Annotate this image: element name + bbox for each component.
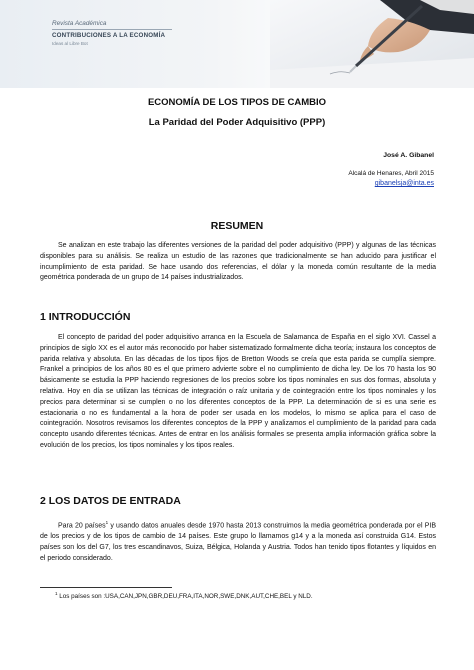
footnote-text: Los países son :USA,CAN,JPN,GBR,DEU,FRA,ITA,NOR,SWE,DNK,AUT,CHE,BEL y NLD.	[57, 593, 313, 601]
author-name: José A. Gibanel	[383, 152, 434, 159]
footnote-reference[interactable]: 1	[105, 520, 109, 525]
journal-line-2: CONTRIBUCIONES A LA ECONOMÍA	[52, 32, 166, 40]
section-2-text	[40, 518, 436, 565]
journal-line-1: Revista Académica	[52, 20, 107, 27]
author-email-link[interactable]: gibanelsja@inta.es	[374, 180, 434, 187]
logo-divider	[52, 29, 172, 30]
section-2-text-rest: y usando datos anuales desde 1970 hasta 2013 construimos la media geométrica ponderada por el PIB de los precios y de los tipos de cambio de 14 países. Este grupo lo llamamos g14 y a la moneda así construida G14. Estos países son los del G7, los tres escandinavos, Suiza, Bélgica, Holanda y Austria. Todos han tenido tipos flotantes y líquidos en el periodo considerado.	[40, 522, 436, 562]
paper-subtitle: La Paridad del Poder Adquisitivo (PPP)	[148, 117, 326, 128]
journal-logo	[52, 20, 197, 56]
place-date: Alcalá de Henares, Abril 2015	[348, 170, 434, 177]
abstract-heading: RESUMEN	[210, 220, 264, 232]
section-2-text-start: Para 20 países	[58, 522, 106, 530]
journal-line-3: Ideas al Libre Bot	[52, 40, 88, 46]
footnote-rule	[40, 587, 172, 588]
hand-writing-photo	[270, 0, 474, 88]
section-1-text: El concepto de paridad del poder adquisitivo arranca en la Escuela de Salamanca de España en el siglo XVI. Cassel a principios de siglo XX es el autor más reconocido por haber sistematizado formalmente dicha teoría; instaura los conceptos de parida relativa y absoluta. En las décadas de los tipos fijos de Bretton Woods se creía que esta parida se cumplía siempre. Frankel a principios de los años 80 es el que primero advierte sobre el no cumplimiento de dicha ley. De los 70 hasta los 90 básicamente se estudia la PPP haciendo regresiones de los precios sobre los tipos nominales en sus dos formas, absoluta y relativa. Hoy en día se utilizan las técnicas de integración o raíz unitaria y de cointegración entre los tipos nominales y los precios para determinar si se cumplen o no los diferentes conceptos de la PPP. La determinación de si es una serie es estacionaria o no es fundamental a la hora de poder ser usada en los modelos, lo mismo se aplica para el caso de cointegración. Nosotros revisamos los diferentes conceptos de la PPP y analizamos el cumplimiento de la paridad para cada concepto usando diferentes técnicas. Antes de entrar en los análisis formales se presenta amplia información gráfica sobre la evolución de los precios, los tipos nominales y los tipos reales.	[40, 334, 436, 449]
header-banner	[0, 0, 474, 88]
section-2-heading: 2 LOS DATOS DE ENTRADA	[40, 495, 181, 507]
abstract-text: Se analizan en este trabajo las diferentes versiones de la paridad del poder adquisitivo (PPP) y algunas de las técnicas disponibles para su análisis. Se realiza un estudio de las razones que tradicionalmente se han aducido para justificar el incumplimiento de esta paridad. Se hace usando dos referencias, el dólar y la moneda común resultante de la media geométrica ponderada de un grupo de 14 países industrializados.	[40, 242, 436, 282]
footnote	[55, 591, 313, 600]
section-1-heading: 1 INTRODUCCIÓN	[40, 311, 131, 323]
footnote-mark: 1	[55, 591, 58, 596]
paper-title: ECONOMÍA DE LOS TIPOS DE CAMBIO	[147, 97, 327, 108]
